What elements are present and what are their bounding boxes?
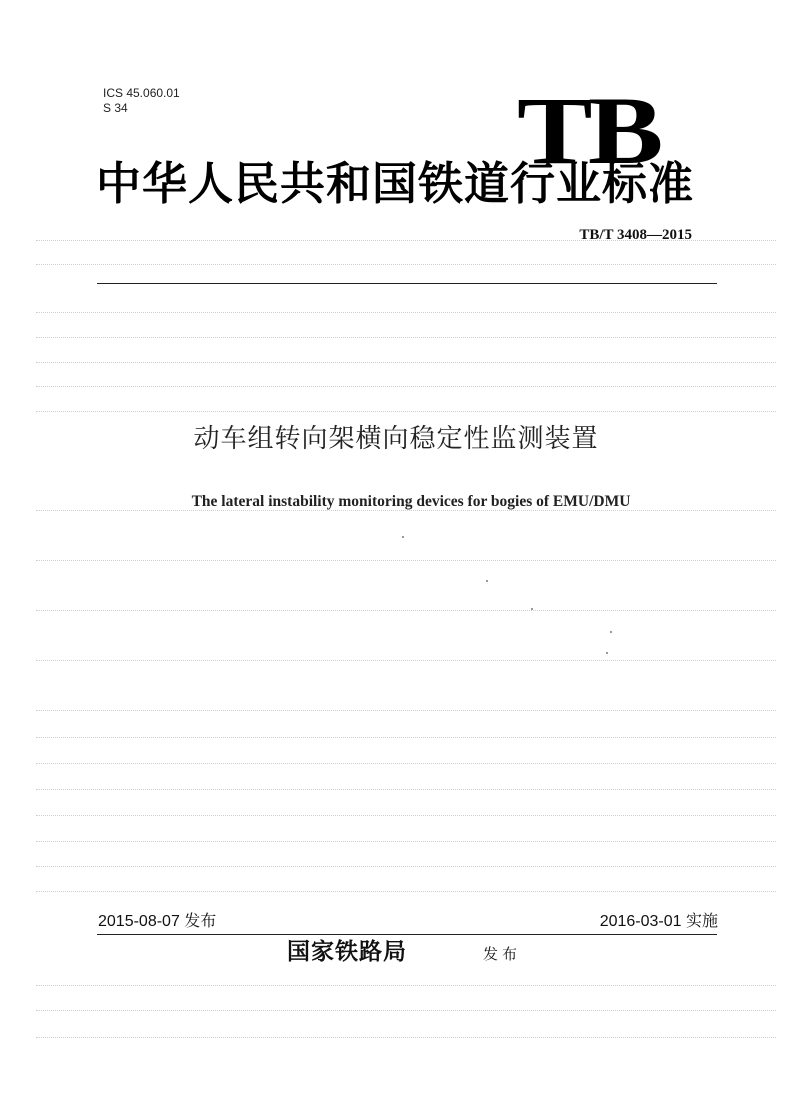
scan-dotted-line (36, 789, 776, 790)
scan-dotted-line (36, 610, 776, 611)
scan-speck (486, 580, 488, 582)
scan-speck (606, 652, 608, 654)
bottom-divider (97, 934, 717, 935)
scan-dotted-line (36, 815, 776, 816)
scan-speck (402, 536, 404, 538)
scan-dotted-line (36, 411, 776, 412)
scan-dotted-line (36, 312, 776, 313)
scan-dotted-line (36, 1010, 776, 1011)
implementation-date: 2016-03-01 实施 (599, 913, 718, 930)
scan-dotted-line (36, 660, 776, 661)
scan-speck (531, 608, 533, 610)
scan-dotted-line (36, 763, 776, 764)
scan-dotted-line (36, 737, 776, 738)
classification-codes (103, 86, 180, 116)
scan-dotted-line (36, 560, 776, 561)
scan-speck (610, 631, 612, 633)
publisher-name: 国家铁路局 (287, 938, 407, 965)
top-divider (97, 283, 717, 284)
scan-dotted-line (36, 710, 776, 711)
issue-date: 2015-08-07 发布 (98, 913, 217, 930)
tb-logo: TB (517, 77, 659, 184)
scan-dotted-line (36, 891, 776, 892)
standard-category-title: 中华人民共和国铁道行业标准 (96, 157, 695, 210)
ccs-code: S 34 (103, 101, 128, 115)
scan-dotted-line (36, 866, 776, 867)
scan-dotted-line (36, 985, 776, 986)
publisher-action: 发布 (483, 945, 522, 963)
scan-dotted-line (36, 386, 776, 387)
document-title-chinese: 动车组转向架横向稳定性监测装置 (193, 424, 599, 454)
scan-dotted-line (36, 264, 776, 265)
document-title-english: The lateral instability monitoring devices for bogies of EMU/DMU (191, 493, 631, 510)
scan-dotted-line (36, 1037, 776, 1038)
scan-dotted-line (36, 362, 776, 363)
ics-code: ICS 45.060.01 (103, 86, 180, 100)
scan-dotted-line (36, 337, 776, 338)
scan-dotted-line (36, 841, 776, 842)
standard-number: TB/T 3408—2015 (579, 227, 692, 243)
